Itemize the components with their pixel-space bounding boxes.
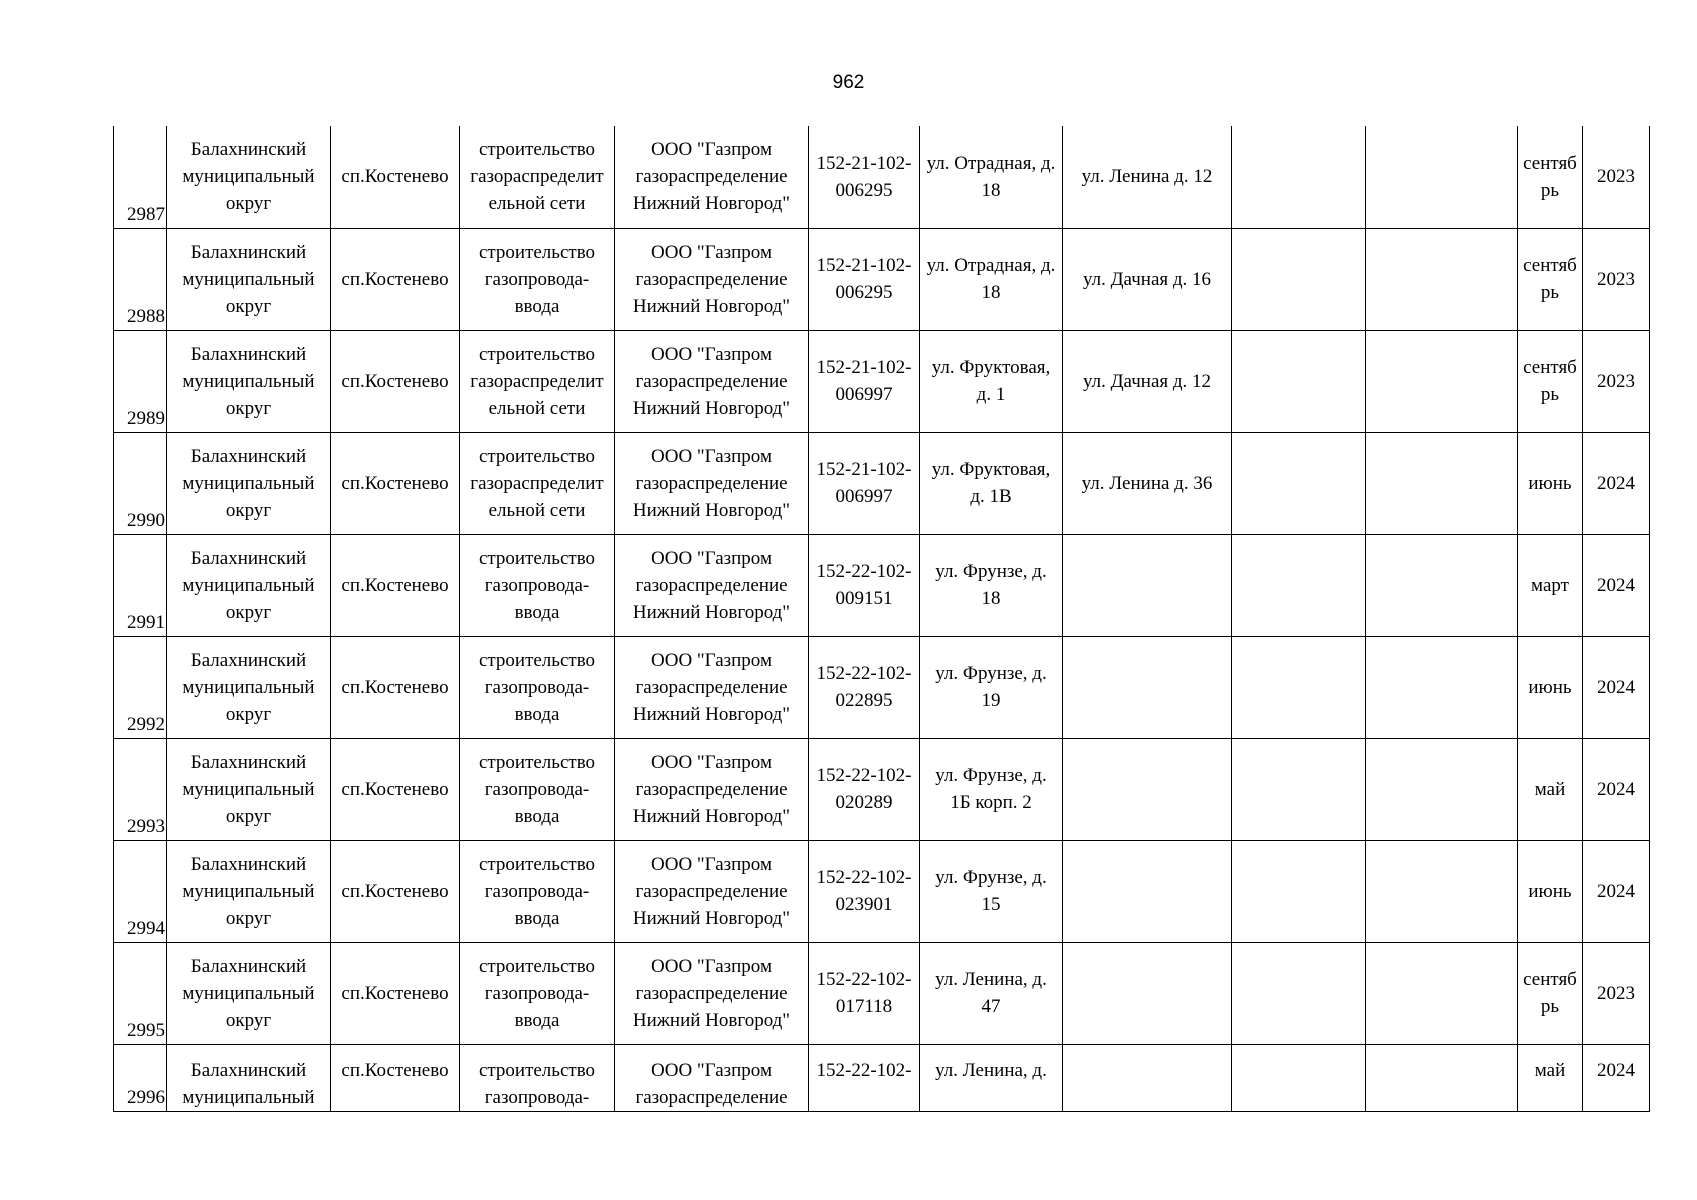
second-address-cell: ул. Дачная д. 16 xyxy=(1063,228,1232,330)
cell-line: сентяб xyxy=(1523,152,1577,174)
cell-line: ООО "Газпром xyxy=(651,139,772,161)
empty-cell xyxy=(1232,942,1366,1044)
year-cell: 2023 xyxy=(1583,942,1650,1044)
cell-line: газораспределит xyxy=(470,166,604,188)
district-cell xyxy=(167,228,331,330)
table-row xyxy=(114,1044,1650,1111)
cell-line: ул. Отрадная, д. xyxy=(926,152,1056,174)
work-type-cell xyxy=(460,840,615,942)
cell-line: ООО "Газпром xyxy=(651,343,772,365)
cell-line: строительство xyxy=(478,241,596,263)
district-cell xyxy=(167,330,331,432)
organization-cell xyxy=(615,636,809,738)
table-body xyxy=(114,126,1650,1111)
row-number-cell: 2989 xyxy=(114,330,167,432)
cell-line: Балахнинский xyxy=(190,649,307,671)
cell-line: 152-21-102- xyxy=(816,357,912,378)
empty-cell xyxy=(1366,840,1518,942)
object-code-cell xyxy=(809,1044,920,1111)
cell-line: Балахнинский xyxy=(190,547,307,569)
cell-line: ООО "Газпром xyxy=(651,241,772,263)
cell-line: газораспределение xyxy=(635,166,788,188)
work-type-cell xyxy=(460,534,615,636)
cell-line: июнь xyxy=(1528,880,1572,902)
document-table xyxy=(113,126,1650,1112)
year-cell: 2024 xyxy=(1583,738,1650,840)
year-cell: 2023 xyxy=(1583,228,1650,330)
cell-line: Нижний Новгород" xyxy=(632,601,791,623)
cell-line: газораспределение xyxy=(635,574,788,596)
organization-cell xyxy=(615,228,809,330)
cell-line: ООО "Газпром xyxy=(651,649,772,671)
cell-line: строительство xyxy=(478,547,596,569)
cell-line: Нижний Новгород" xyxy=(632,1009,791,1031)
settlement-cell: сп.Костенево xyxy=(331,228,460,330)
cell-line: муниципальный xyxy=(182,676,315,698)
cell-line: Балахнинский xyxy=(190,1059,307,1081)
cell-line: ООО "Газпром xyxy=(651,547,772,569)
cell-line: газораспределение xyxy=(635,676,788,698)
district-cell xyxy=(167,534,331,636)
cell-line: 020289 xyxy=(835,792,893,813)
district-cell xyxy=(167,1044,331,1111)
cell-line: строительство xyxy=(478,343,596,365)
cell-line: строительство xyxy=(478,649,596,671)
cell-line: ввода xyxy=(514,295,560,317)
cell-line: 152-22-102- xyxy=(816,969,912,990)
empty-cell xyxy=(1232,738,1366,840)
cell-line: газораспределение xyxy=(635,778,788,800)
cell-line: 152-21-102- xyxy=(816,255,912,276)
organization-cell xyxy=(615,330,809,432)
cell-line: газораспределит xyxy=(470,370,604,392)
work-type-cell xyxy=(460,126,615,228)
cell-line: ввода xyxy=(514,601,560,623)
second-address-cell xyxy=(1063,534,1232,636)
district-cell xyxy=(167,432,331,534)
cell-line: муниципальный xyxy=(182,268,315,290)
year-cell: 2024 xyxy=(1583,432,1650,534)
year-cell: 2023 xyxy=(1583,126,1650,228)
organization-cell xyxy=(615,534,809,636)
cell-line: строительство xyxy=(478,955,596,977)
cell-line: д. 1 xyxy=(976,384,1006,405)
cell-line: строительство xyxy=(478,1059,596,1081)
table-row xyxy=(114,942,1650,1044)
cell-line: ул. Фрунзе, д. xyxy=(935,561,1047,582)
empty-cell xyxy=(1366,738,1518,840)
work-type-cell xyxy=(460,228,615,330)
cell-line: 022895 xyxy=(835,690,893,711)
page-number: 962 xyxy=(832,72,865,93)
organization-cell xyxy=(615,1044,809,1111)
cell-line: округ xyxy=(225,907,272,929)
cell-line: ввода xyxy=(514,805,560,827)
table-row xyxy=(114,126,1650,228)
cell-line: 18 xyxy=(981,282,1001,303)
district-cell xyxy=(167,942,331,1044)
cell-line: сентяб xyxy=(1523,357,1577,378)
cell-line: Балахнинский xyxy=(190,139,307,161)
cell-line: рь xyxy=(1540,282,1560,303)
settlement-cell: сп.Костенево xyxy=(331,840,460,942)
settlement-cell: сп.Костенево xyxy=(331,126,460,228)
cell-line: Нижний Новгород" xyxy=(632,703,791,725)
cell-line: ООО "Газпром xyxy=(651,1059,772,1081)
district-cell xyxy=(167,840,331,942)
year-cell: 2024 xyxy=(1583,840,1650,942)
cell-line: газораспределение xyxy=(635,880,788,902)
second-address-cell: ул. Ленина д. 12 xyxy=(1063,126,1232,228)
cell-line: Нижний Новгород" xyxy=(632,397,791,419)
second-address-cell xyxy=(1063,942,1232,1044)
second-address-cell xyxy=(1063,738,1232,840)
cell-line: газопровода- xyxy=(484,676,590,698)
object-code-cell xyxy=(809,126,920,228)
district-cell xyxy=(167,738,331,840)
cell-line: округ xyxy=(225,499,272,521)
object-code-cell xyxy=(809,840,920,942)
row-number-cell: 2996 xyxy=(114,1044,167,1111)
cell-line: газопровода- xyxy=(484,778,590,800)
work-type-cell xyxy=(460,738,615,840)
cell-line: ул. Фруктовая, xyxy=(931,357,1051,378)
table-row xyxy=(114,432,1650,534)
month-cell xyxy=(1518,942,1583,1044)
cell-line: газораспределение xyxy=(635,1086,788,1108)
address-cell xyxy=(920,534,1063,636)
cell-line: 006997 xyxy=(835,486,893,507)
cell-line: муниципальный xyxy=(182,574,315,596)
settlement-cell: сп.Костенево xyxy=(331,738,460,840)
table-row xyxy=(114,738,1650,840)
cell-line: 152-21-102- xyxy=(816,459,912,480)
cell-line: округ xyxy=(225,805,272,827)
row-number-cell: 2987 xyxy=(114,126,167,228)
cell-line: газораспределение xyxy=(635,982,788,1004)
work-type-cell xyxy=(460,432,615,534)
cell-line: рь xyxy=(1540,996,1560,1017)
cell-line: округ xyxy=(225,295,272,317)
work-type-cell xyxy=(460,942,615,1044)
empty-cell xyxy=(1232,636,1366,738)
organization-cell xyxy=(615,942,809,1044)
cell-line: 152-21-102- xyxy=(816,152,912,174)
cell-line: Нижний Новгород" xyxy=(632,907,791,929)
month-cell xyxy=(1518,840,1583,942)
empty-cell xyxy=(1366,228,1518,330)
row-number-cell: 2992 xyxy=(114,636,167,738)
second-address-cell: ул. Дачная д. 12 xyxy=(1063,330,1232,432)
second-address-cell xyxy=(1063,1044,1232,1111)
cell-line: сентяб xyxy=(1523,255,1577,276)
address-cell xyxy=(920,228,1063,330)
cell-line: 152-22-102- xyxy=(816,1059,912,1081)
row-number-cell: 2991 xyxy=(114,534,167,636)
year-cell: 2024 xyxy=(1583,534,1650,636)
cell-line: Нижний Новгород" xyxy=(632,805,791,827)
table-row xyxy=(114,840,1650,942)
cell-line: ельной сети xyxy=(488,499,586,521)
cell-line: муниципальный xyxy=(182,166,315,188)
cell-line: ельной сети xyxy=(488,397,586,419)
cell-line: март xyxy=(1531,574,1569,596)
address-cell xyxy=(920,942,1063,1044)
year-cell: 2024 xyxy=(1583,1044,1650,1111)
empty-cell xyxy=(1366,330,1518,432)
cell-line: ул. Отрадная, д. xyxy=(926,255,1056,276)
cell-line: ул. Фруктовая, xyxy=(931,459,1051,480)
year-cell: 2023 xyxy=(1583,330,1650,432)
cell-line: 18 xyxy=(981,588,1001,609)
cell-line: округ xyxy=(225,397,272,419)
second-address-cell xyxy=(1063,840,1232,942)
cell-line: Нижний Новгород" xyxy=(632,295,791,317)
month-cell xyxy=(1518,330,1583,432)
cell-line: Балахнинский xyxy=(190,241,307,263)
cell-line: ул. Ленина, д. xyxy=(935,969,1047,990)
district-cell xyxy=(167,126,331,228)
settlement-cell: сп.Костенево xyxy=(331,636,460,738)
cell-line: Балахнинский xyxy=(190,853,307,875)
cell-line: Балахнинский xyxy=(190,445,307,467)
cell-line: 15 xyxy=(981,894,1001,915)
cell-line: округ xyxy=(225,601,272,623)
work-type-cell xyxy=(460,1044,615,1111)
empty-cell xyxy=(1366,126,1518,228)
empty-cell xyxy=(1232,1044,1366,1111)
cell-line: газопровода- xyxy=(484,268,590,290)
settlement-cell: сп.Костенево xyxy=(331,1044,460,1111)
cell-line: 006295 xyxy=(835,179,893,201)
empty-cell xyxy=(1232,840,1366,942)
address-cell xyxy=(920,636,1063,738)
second-address-cell xyxy=(1063,636,1232,738)
object-code-cell xyxy=(809,228,920,330)
cell-line: 47 xyxy=(981,996,1001,1017)
row-number-cell: 2994 xyxy=(114,840,167,942)
cell-line: муниципальный xyxy=(182,1086,315,1108)
cell-line: муниципальный xyxy=(182,982,315,1004)
address-cell xyxy=(920,126,1063,228)
cell-line: Нижний Новгород" xyxy=(632,193,791,215)
organization-cell xyxy=(615,738,809,840)
empty-cell xyxy=(1366,534,1518,636)
cell-line: 009151 xyxy=(835,588,893,609)
table-row xyxy=(114,228,1650,330)
cell-line: газораспределит xyxy=(470,472,604,494)
cell-line: рь xyxy=(1540,179,1560,201)
object-code-cell xyxy=(809,942,920,1044)
cell-line: ул. Ленина, д. xyxy=(935,1059,1047,1081)
cell-line: муниципальный xyxy=(182,370,315,392)
cell-line: Балахнинский xyxy=(190,343,307,365)
empty-cell xyxy=(1366,1044,1518,1111)
cell-line: газораспределение xyxy=(635,268,788,290)
empty-cell xyxy=(1366,636,1518,738)
empty-cell xyxy=(1232,126,1366,228)
table-row xyxy=(114,534,1650,636)
cell-line: Балахнинский xyxy=(190,751,307,773)
settlement-cell: сп.Костенево xyxy=(331,432,460,534)
settlement-cell: сп.Костенево xyxy=(331,942,460,1044)
month-cell xyxy=(1518,738,1583,840)
year-cell: 2024 xyxy=(1583,636,1650,738)
organization-cell xyxy=(615,126,809,228)
cell-line: Нижний Новгород" xyxy=(632,499,791,521)
cell-line: д. 1В xyxy=(970,486,1012,507)
table-row xyxy=(114,636,1650,738)
object-code-cell xyxy=(809,330,920,432)
month-cell xyxy=(1518,432,1583,534)
work-type-cell xyxy=(460,330,615,432)
object-code-cell xyxy=(809,636,920,738)
cell-line: 017118 xyxy=(835,996,893,1017)
cell-line: 1Б корп. 2 xyxy=(950,792,1032,813)
empty-cell xyxy=(1232,534,1366,636)
empty-cell xyxy=(1232,432,1366,534)
month-cell xyxy=(1518,126,1583,228)
cell-line: строительство xyxy=(478,853,596,875)
address-cell xyxy=(920,840,1063,942)
cell-line: ул. Фрунзе, д. xyxy=(935,765,1047,786)
month-cell xyxy=(1518,228,1583,330)
settlement-cell: сп.Костенево xyxy=(331,534,460,636)
cell-line: ввода xyxy=(514,703,560,725)
address-cell xyxy=(920,432,1063,534)
cell-line: ул. Фрунзе, д. xyxy=(935,663,1047,684)
cell-line: газопровода- xyxy=(484,880,590,902)
cell-line: 152-22-102- xyxy=(816,561,912,582)
cell-line: июнь xyxy=(1528,472,1572,494)
empty-cell xyxy=(1366,432,1518,534)
cell-line: строительство xyxy=(478,445,596,467)
address-cell xyxy=(920,738,1063,840)
cell-line: округ xyxy=(225,1009,272,1031)
cell-line: 19 xyxy=(981,690,1001,711)
cell-line: 152-22-102- xyxy=(816,765,912,786)
row-number-cell: 2990 xyxy=(114,432,167,534)
cell-line: округ xyxy=(225,193,272,215)
cell-line: ООО "Газпром xyxy=(651,955,772,977)
organization-cell xyxy=(615,840,809,942)
cell-line: газопровода- xyxy=(484,982,590,1004)
object-code-cell xyxy=(809,432,920,534)
cell-line: газопровода- xyxy=(484,574,590,596)
cell-line: муниципальный xyxy=(182,880,315,902)
object-code-cell xyxy=(809,534,920,636)
row-number-cell: 2993 xyxy=(114,738,167,840)
cell-line: газораспределение xyxy=(635,472,788,494)
cell-line: ельной сети xyxy=(488,193,586,215)
cell-line: 152-22-102- xyxy=(816,663,912,684)
cell-line: газораспределение xyxy=(635,370,788,392)
settlement-cell: сп.Костенево xyxy=(331,330,460,432)
cell-line: газопровода- xyxy=(484,1086,590,1108)
district-cell xyxy=(167,636,331,738)
cell-line: ООО "Газпром xyxy=(651,751,772,773)
organization-cell xyxy=(615,432,809,534)
cell-line: рь xyxy=(1540,384,1560,405)
cell-line: июнь xyxy=(1528,676,1572,698)
address-cell xyxy=(920,330,1063,432)
cell-line: Балахнинский xyxy=(190,955,307,977)
cell-line: ООО "Газпром xyxy=(651,853,772,875)
table-row xyxy=(114,330,1650,432)
cell-line: муниципальный xyxy=(182,778,315,800)
month-cell xyxy=(1518,1044,1583,1111)
cell-line: округ xyxy=(225,703,272,725)
cell-line: май xyxy=(1534,778,1566,800)
empty-cell xyxy=(1232,330,1366,432)
cell-line: строительство xyxy=(478,139,596,161)
work-type-cell xyxy=(460,636,615,738)
cell-line: 006997 xyxy=(835,384,893,405)
object-code-cell xyxy=(809,738,920,840)
cell-line: строительство xyxy=(478,751,596,773)
cell-line: ввода xyxy=(514,907,560,929)
cell-line: 152-22-102- xyxy=(816,867,912,888)
second-address-cell: ул. Ленина д. 36 xyxy=(1063,432,1232,534)
empty-cell xyxy=(1366,942,1518,1044)
cell-line: 18 xyxy=(981,179,1001,201)
cell-line: ввода xyxy=(514,1009,560,1031)
cell-line: ул. Фрунзе, д. xyxy=(935,867,1047,888)
address-cell xyxy=(920,1044,1063,1111)
cell-line: 023901 xyxy=(835,894,893,915)
empty-cell xyxy=(1232,228,1366,330)
cell-line: 006295 xyxy=(835,282,893,303)
cell-line: май xyxy=(1534,1059,1566,1081)
cell-line: ООО "Газпром xyxy=(651,445,772,467)
month-cell xyxy=(1518,636,1583,738)
cell-line: сентяб xyxy=(1523,969,1577,990)
cell-line: муниципальный xyxy=(182,472,315,494)
row-number-cell: 2988 xyxy=(114,228,167,330)
month-cell xyxy=(1518,534,1583,636)
row-number-cell: 2995 xyxy=(114,942,167,1044)
